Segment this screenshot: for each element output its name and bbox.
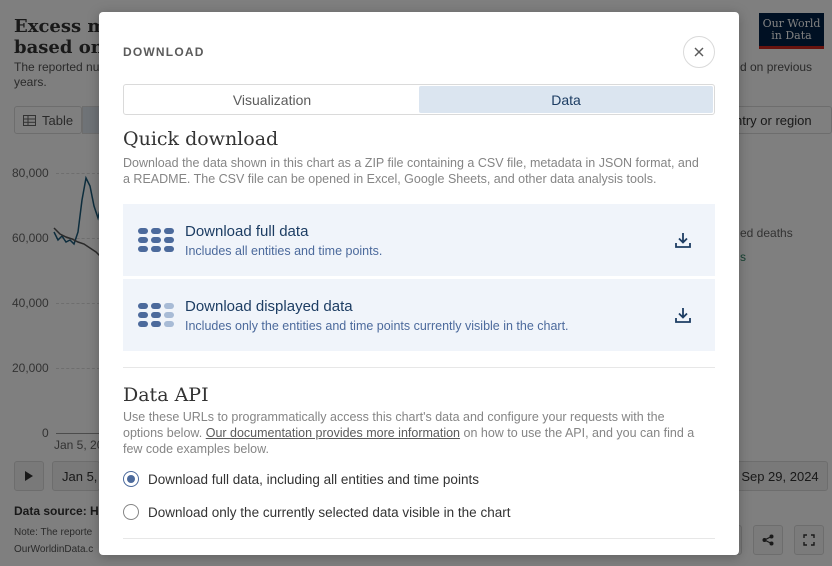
modal-title: DOWNLOAD [123, 45, 205, 59]
tab-data[interactable]: Data [419, 86, 713, 113]
download-displayed-data-title: Download displayed data [185, 297, 353, 315]
download-tabs [123, 84, 715, 115]
tab-visualization[interactable]: Visualization [232, 91, 312, 108]
quick-download-heading: Quick download [123, 128, 279, 150]
download-full-data-button[interactable] [123, 204, 715, 276]
documentation-link[interactable]: Our documentation provides more information [205, 426, 461, 440]
download-icon [675, 232, 691, 248]
radio-full-data[interactable]: Download full data, including all entities and time points [123, 471, 479, 487]
radio-button[interactable] [123, 471, 139, 487]
download-modal [99, 12, 739, 555]
radio-button[interactable] [123, 504, 139, 520]
download-displayed-data-button[interactable] [123, 279, 715, 351]
download-icon [675, 307, 691, 323]
close-button[interactable] [683, 36, 715, 68]
quick-download-description: Download the data shown in this chart as a ZIP file containing a CSV file, metadata in JSON format, and a README. The CSV file can be opened in Excel, Google Sheets, and other data analysis tools. [123, 156, 699, 186]
download-full-data-description: Includes all entities and time points. [185, 243, 383, 258]
close-icon [694, 47, 704, 57]
data-grid-partial-icon [138, 303, 174, 327]
section-divider [123, 367, 715, 368]
data-api-heading: Data API [123, 384, 209, 406]
section-divider [123, 538, 715, 539]
data-api-description: Use these URLs to programmatically access this chart's data and configure your requests with the options below. Our documentation provides more information on how to use the API, and you can find a few code examples below. [123, 410, 695, 456]
radio-selected-data[interactable]: Download only the currently selected data visible in the chart [123, 504, 510, 520]
data-grid-full-icon [138, 228, 174, 252]
download-full-data-title: Download full data [185, 222, 309, 240]
download-displayed-data-description: Includes only the entities and time points currently visible in the chart. [185, 318, 569, 333]
